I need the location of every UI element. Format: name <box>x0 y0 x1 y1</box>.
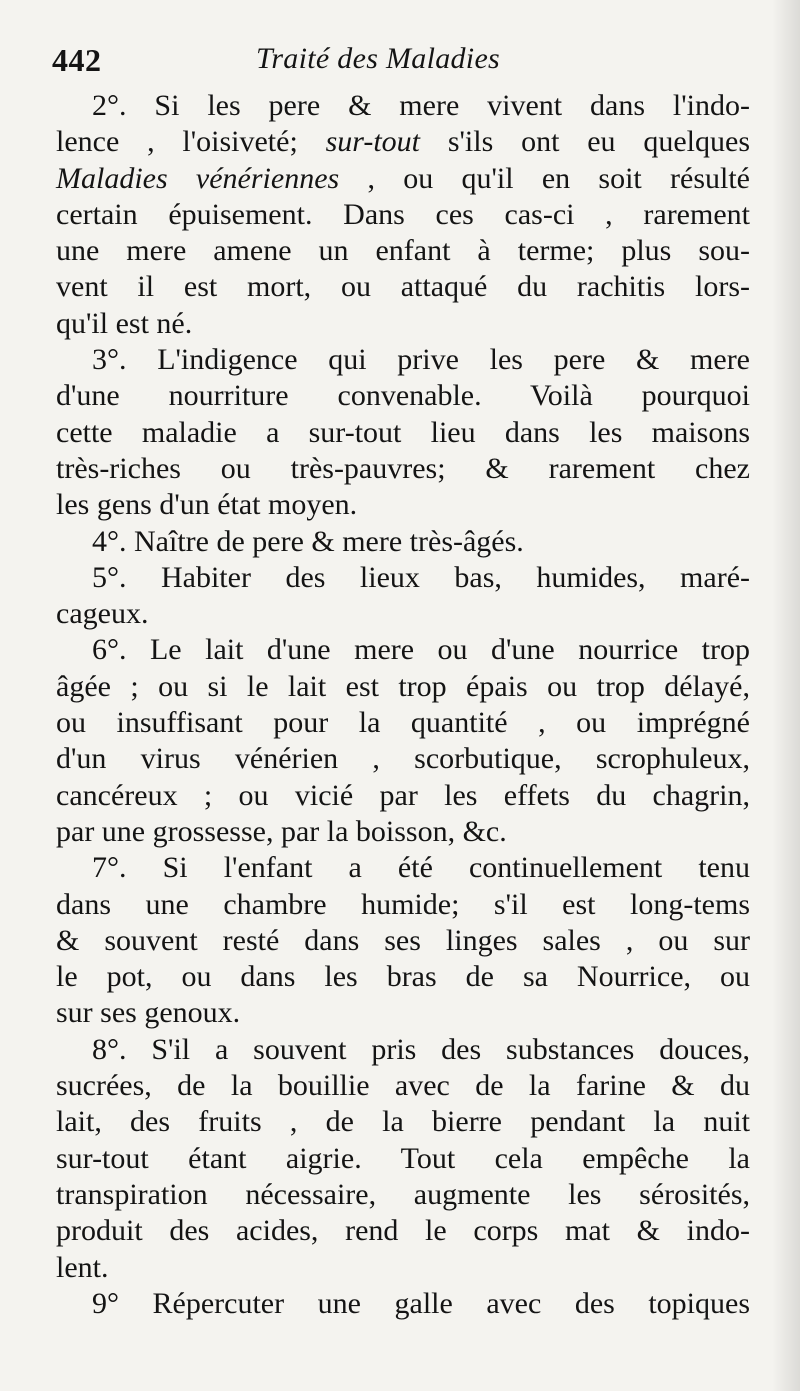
text-line: sur ses genoux. <box>56 996 241 1030</box>
text-line: les gens d'un état moyen. <box>56 488 358 522</box>
text-line: une mere amene un enfant à terme; plus sou- <box>56 234 750 268</box>
italic-emphasis: sur-tout <box>325 125 421 159</box>
text-line: par une grossesse, par la boisson, &c. <box>56 814 507 848</box>
text-line: cette maladie a sur-tout lieu dans les maisons <box>56 415 750 449</box>
text-line: produit des acides, rend le corps mat & indo- <box>56 1214 750 1248</box>
text-line: cancéreux ; ou vicié par les effets du chagrin, <box>56 778 750 812</box>
text-line: 2°. Si les pere & mere vivent dans l'indo- <box>92 89 750 122</box>
text-line: d'un virus vénérien , scorbutique, scrophuleux, <box>56 742 750 776</box>
text-line: & souvent resté dans ses linges sales , ou sur <box>56 923 750 957</box>
text-line: Maladies vénériennes , ou qu'il en soit résulté <box>56 161 750 195</box>
text-line: 9° Répercuter une galle avec des topiques <box>92 1286 750 1320</box>
text-line: lait, des fruits , de la bierre pendant la nuit <box>56 1105 750 1139</box>
text-line: 4°. Naître de pere & mere très-âgés. <box>92 524 524 558</box>
text-line: ou insuffisant pour la quantité , ou imprégné <box>56 706 750 740</box>
body-text <box>56 88 750 1322</box>
text-line: 6°. Le lait d'une mere ou d'une nourrice trop <box>92 633 750 667</box>
text-line: lent. <box>56 1250 109 1284</box>
text-line: le pot, ou dans les bras de sa Nourrice, ou <box>56 960 750 994</box>
text-line: âgée ; ou si le lait est trop épais ou trop délayé, <box>56 669 750 703</box>
italic-emphasis: Maladies vénériennes <box>56 161 340 195</box>
text-line: vent il est mort, ou attaqué du rachitis lors- <box>56 270 750 304</box>
text-line: certain épuisement. Dans ces cas-ci , rarement <box>56 197 750 231</box>
text-line: dans une chambre humide; s'il est long-tems <box>56 887 750 921</box>
text-line: sucrées, de la bouillie avec de la farine & du <box>56 1069 750 1103</box>
text-line: 8°. S'il a souvent pris des substances douces, <box>92 1032 750 1066</box>
text-line: cageux. <box>56 597 149 631</box>
text-line: 5°. Habiter des lieux bas, humides, maré- <box>92 560 750 594</box>
text-line: transpiration nécessaire, augmente les sérosités, <box>56 1177 750 1211</box>
text-line: qu'il est né. <box>56 306 193 340</box>
text-line: d'une nourriture convenable. Voilà pourquoi <box>56 379 750 413</box>
page-number: 442 <box>52 42 102 78</box>
page-header <box>52 40 752 84</box>
page-edge-shadow <box>772 0 800 1391</box>
text-line: 7°. Si l'enfant a été continuellement tenu <box>92 851 750 885</box>
running-title: Traité des Maladies <box>256 42 501 75</box>
text-line: très-riches ou très-pauvres; & rarement chez <box>56 451 750 485</box>
text-line: sur-tout étant aigrie. Tout cela empêche la <box>56 1141 750 1175</box>
text-line: lence , l'oisiveté; sur-tout s'ils ont eu quelques <box>56 125 750 159</box>
text-line: 3°. L'indigence qui prive les pere & mere <box>92 343 750 377</box>
